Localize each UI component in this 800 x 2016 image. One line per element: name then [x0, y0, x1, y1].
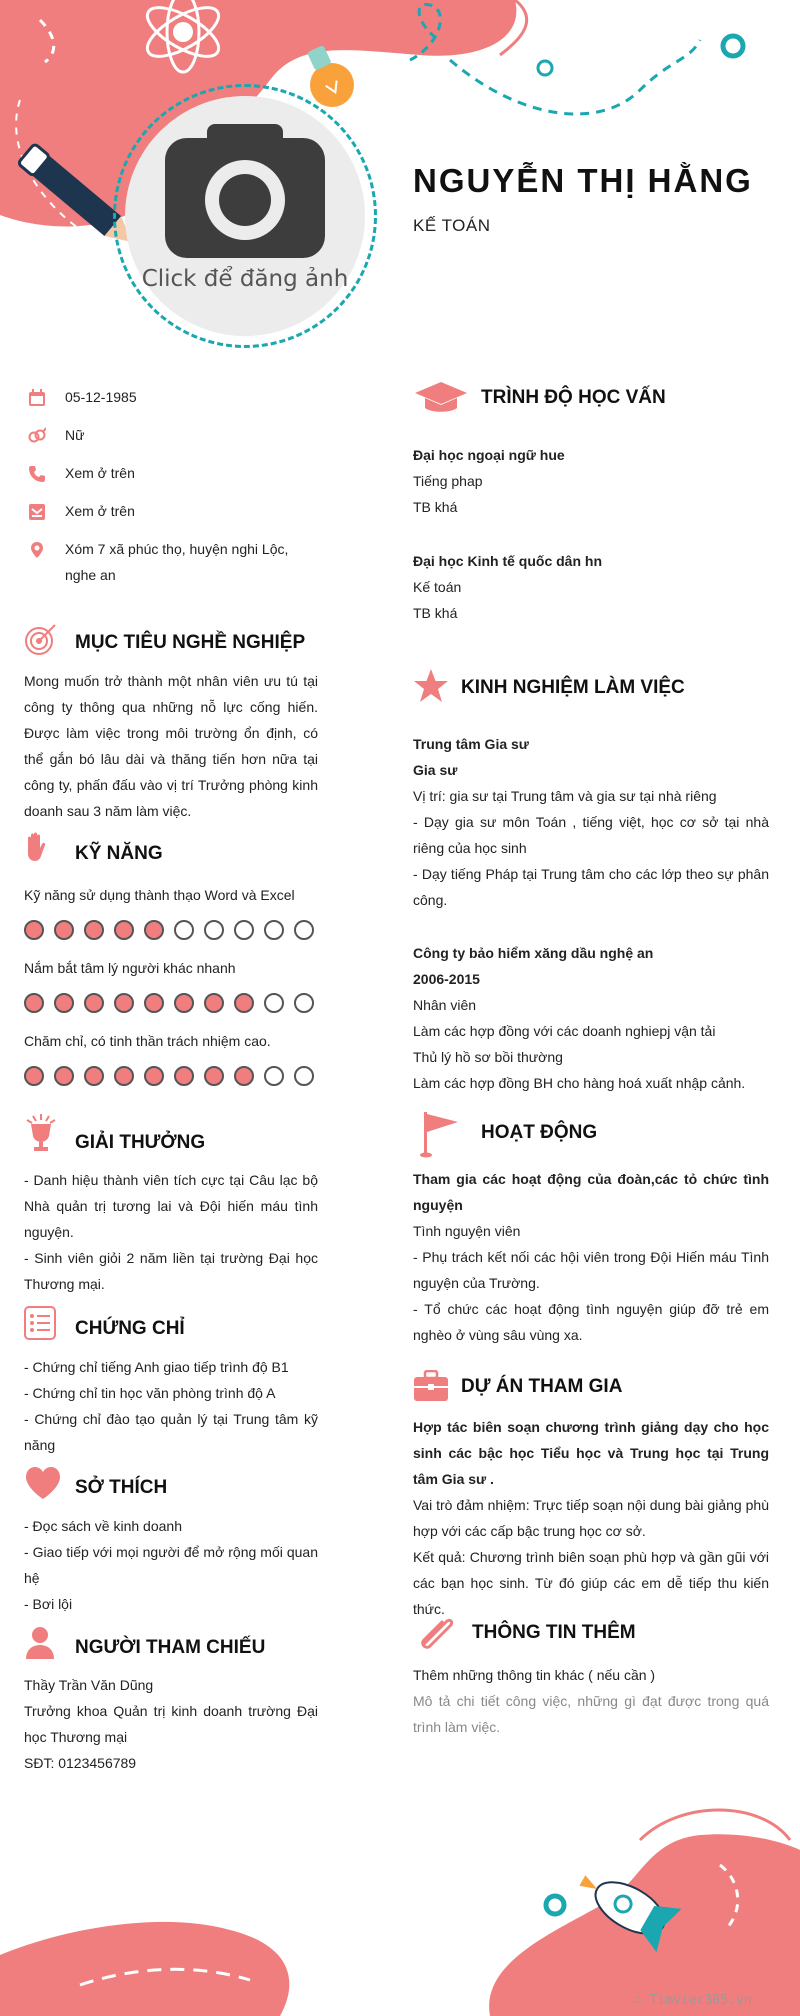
star-icon: [413, 668, 449, 704]
experience-title: KINH NGHIỆM LÀM VIỆC: [461, 677, 685, 698]
skill-label-1: Kỹ năng sử dụng thành thạo Word và Excel: [24, 887, 295, 903]
contact-birthday: [28, 384, 328, 410]
target-icon: [24, 622, 58, 656]
skill-2-dot-1: [24, 993, 44, 1013]
job-2-company: Công ty bảo hiểm xăng dầu nghệ an: [413, 945, 654, 961]
job-1-period: Gia sư: [413, 762, 458, 778]
project-line-2: Kết quả: Chương trình biên soạn phù hợp và gần gũi với các bạn học sinh. Từ đó giúp các em dễ tiếp thu kiến thức.: [413, 1549, 769, 1617]
skill-2-dot-9: [264, 993, 284, 1013]
photo-upload[interactable]: [125, 96, 365, 336]
phone-text: Xem ở trên: [65, 465, 135, 481]
project-line-1: Vai trò đảm nhiệm: Trực tiếp soạn nội dung bài giảng phù hợp với các cấp bậc trung học cơ sở.: [413, 1497, 769, 1539]
references-title: NGƯỜI THAM CHIẾU: [75, 1637, 266, 1658]
hobbies-text: [24, 1513, 318, 1617]
certificate-1: - Chứng chỉ tiếng Anh giao tiếp trình độ B1: [24, 1359, 289, 1375]
person-icon: [24, 1626, 56, 1660]
extra-info-title: THÔNG TIN THÊM: [472, 1622, 636, 1643]
gender-text: Nữ: [65, 427, 85, 443]
skill-2-dot-4: [114, 993, 134, 1013]
activities-title: HOẠT ĐỘNG: [481, 1122, 598, 1143]
education-1-major: Tiếng phap: [413, 473, 483, 489]
education-item-2: [413, 548, 769, 626]
birthday-text: 05-12-1985: [65, 389, 137, 405]
extra-info-text: [413, 1662, 769, 1740]
skill-1-dot-8: [234, 920, 254, 940]
project-heading: Hợp tác biên soạn chương trình giảng dạy cho học sinh các bậc học Tiểu học và Trung học tại Trung tâm Gia sư .: [413, 1419, 769, 1487]
hobby-2: - Giao tiếp với mọi người để mở rộng mối quan hệ: [24, 1544, 318, 1586]
education-title: TRÌNH ĐỘ HỌC VẤN: [481, 387, 666, 408]
skill-1-dot-3: [84, 920, 104, 940]
watermark: ∴ Timviec365.vn: [634, 1993, 752, 2008]
reference-phone: SĐT: 0123456789: [24, 1755, 137, 1771]
activity-line-1: - Phụ trách kết nối các hội viên trong Đội Hiến máu Tình nguyện của Trường.: [413, 1249, 769, 1291]
job-1-line-1: Vị trí: gia sư tại Trung tâm và gia sư tại nhà riêng: [413, 788, 717, 804]
certificates-title: CHỨNG CHỈ: [75, 1318, 185, 1339]
contact-phone: [28, 460, 328, 486]
skill-3-dot-10: [294, 1066, 314, 1086]
award-1: - Danh hiệu thành viên tích cực tại Câu lạc bộ Nhà quản trị tương lai và Đội hiến máu tình nguyện.: [24, 1172, 318, 1240]
paperclip-icon: [416, 1610, 458, 1652]
skill-1-dot-10: [294, 920, 314, 940]
hobbies-title: SỞ THÍCH: [75, 1477, 168, 1498]
skill-3-dot-6: [174, 1066, 194, 1086]
skill-1-dot-7: [204, 920, 224, 940]
activity-line-2: - Tổ chức các hoạt động tình nguyện giúp đỡ trẻ em nghèo ở vùng sâu vùng xa.: [413, 1301, 769, 1343]
job-2-period: 2006-2015: [413, 971, 480, 987]
skill-1-dot-4: [114, 920, 134, 940]
award-2: - Sinh viên giỏi 2 năm liền tại trường Đại học Thương mại.: [24, 1250, 318, 1292]
contact-email: [28, 498, 328, 524]
skill-2-dot-7: [204, 993, 224, 1013]
skill-2-dot-5: [144, 993, 164, 1013]
skill-rating-2: [24, 993, 314, 1013]
awards-text: [24, 1167, 318, 1297]
awards-title: GIẢI THƯỞNG: [75, 1132, 206, 1153]
skill-3-dot-2: [54, 1066, 74, 1086]
education-item-1: [413, 442, 769, 520]
reference-name: Thầy Trần Văn Dũng: [24, 1677, 154, 1693]
experience-job-1: [413, 731, 769, 913]
gender-icon: [28, 427, 46, 445]
skill-3-dot-8: [234, 1066, 254, 1086]
skill-3-dot-7: [204, 1066, 224, 1086]
job-title: KẾ TOÁN: [413, 216, 491, 235]
location-pin-icon: [28, 541, 46, 559]
flag-icon: [420, 1110, 460, 1158]
certificate-list-icon: [24, 1306, 56, 1340]
job-2-line-4: Làm các hợp đồng BH cho hàng hoá xuất nhập cảnh.: [413, 1075, 746, 1091]
skill-2-dot-3: [84, 993, 104, 1013]
skill-label-3: Chăm chỉ, có tinh thần trách nhiệm cao.: [24, 1033, 271, 1049]
skill-3-dot-3: [84, 1066, 104, 1086]
skill-3-dot-9: [264, 1066, 284, 1086]
contact-gender: [28, 422, 328, 448]
calendar-icon: [28, 389, 46, 407]
contact-address: [28, 536, 328, 588]
objective-title: MỤC TIÊU NGHỀ NGHIỆP: [75, 632, 306, 653]
job-2-line-1: Nhân viên: [413, 997, 477, 1013]
projects-title: DỰ ÁN THAM GIA: [461, 1376, 623, 1397]
skill-3-dot-4: [114, 1066, 134, 1086]
education-2-grade: TB khá: [413, 605, 458, 621]
skill-1-dot-9: [264, 920, 284, 940]
skill-3-dot-5: [144, 1066, 164, 1086]
skill-1-dot-6: [174, 920, 194, 940]
reference-position: Trưởng khoa Quản trị kinh doanh trường Đại học Thương mại: [24, 1703, 318, 1745]
activity-role: Tình nguyện viên: [413, 1223, 521, 1239]
projects-text: [413, 1414, 769, 1622]
activities-text: [413, 1166, 769, 1348]
skill-1-dot-2: [54, 920, 74, 940]
email-text: Xem ở trên: [65, 503, 135, 519]
address-line-1: Xóm 7 xã phúc thọ, huyện nghi Lộc,: [65, 541, 289, 557]
job-2-line-2: Làm các hợp đồng với các doanh nghiepj vận tải: [413, 1023, 716, 1039]
skill-2-dot-8: [234, 993, 254, 1013]
skills-title: KỸ NĂNG: [75, 843, 163, 864]
education-2-major: Kế toán: [413, 579, 462, 595]
phone-icon: [28, 465, 46, 483]
skill-rating-3: [24, 1066, 314, 1086]
email-icon: [28, 503, 46, 521]
certificate-3: - Chứng chỉ đào tạo quản lý tại Trung tâm kỹ năng: [24, 1411, 318, 1453]
trophy-icon: [24, 1112, 58, 1152]
skill-2-dot-10: [294, 993, 314, 1013]
skill-3-dot-1: [24, 1066, 44, 1086]
experience-job-2: [413, 940, 769, 1096]
education-1-grade: TB khá: [413, 499, 458, 515]
skill-rating-1: [24, 920, 314, 940]
education-1-school: Đại học ngoại ngữ hue: [413, 447, 565, 463]
job-1-line-3: - Dạy tiếng Pháp tại Trung tâm cho các lớp theo sự phân công.: [413, 866, 769, 908]
hobby-3: - Bơi lội: [24, 1596, 73, 1612]
skill-1-dot-1: [24, 920, 44, 940]
certificates-text: [24, 1354, 318, 1458]
extra-line-2: Mô tả chi tiết công việc, những gì đạt được trong quá trình làm việc.: [413, 1693, 769, 1735]
footer-decoration: [0, 1780, 800, 2016]
extra-line-1: Thêm những thông tin khác ( nếu cần ): [413, 1667, 656, 1683]
photo-upload-label[interactable]: Click để đăng ảnh: [141, 266, 349, 292]
education-2-school: Đại học Kinh tế quốc dân hn: [413, 553, 602, 569]
hobby-1: - Đọc sách về kinh doanh: [24, 1518, 182, 1534]
candidate-name: NGUYỄN THỊ HẰNG: [413, 162, 753, 199]
skill-2-dot-6: [174, 993, 194, 1013]
briefcase-icon: [413, 1370, 449, 1402]
hand-icon: [24, 832, 48, 864]
graduation-cap-icon: [413, 380, 469, 414]
address-line-2: nghe an: [65, 567, 116, 583]
objective-text: Mong muốn trở thành một nhân viên ưu tú tại công ty thông qua những nỗ lực cống hiến. Được làm việc trong môi trường ổn định, có thể gắn bó lâu dài và thăng tiến hơn nữa tại công ty, phấn đấu vào vị trí Trưởng phòng kinh doanh sau 3 năm làm việc.: [24, 673, 318, 819]
camera-icon: [125, 96, 365, 336]
job-2-line-3: Thủ lý hồ sơ bồi thường: [413, 1049, 563, 1065]
skill-2-dot-2: [54, 993, 74, 1013]
skill-1-dot-5: [144, 920, 164, 940]
job-1-line-2: - Dạy gia sư môn Toán , tiếng việt, học cơ sở tại nhà riêng của học sinh: [413, 814, 769, 856]
skill-label-2: Nắm bắt tâm lý người khác nhanh: [24, 960, 236, 976]
certificate-2: - Chứng chỉ tin học văn phòng trình độ A: [24, 1385, 276, 1401]
activity-heading: Tham gia các hoạt động của đoàn,các tỏ chức tình nguyện: [413, 1171, 769, 1213]
heart-icon: [24, 1466, 62, 1500]
references-text: [24, 1672, 318, 1776]
job-1-company: Trung tâm Gia sư: [413, 736, 529, 752]
